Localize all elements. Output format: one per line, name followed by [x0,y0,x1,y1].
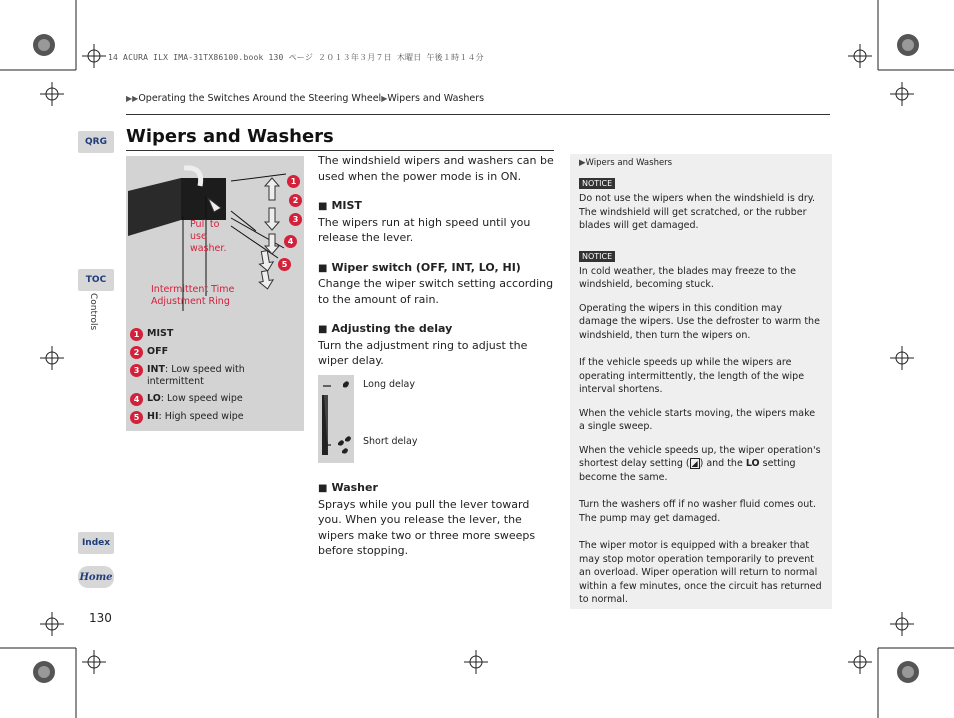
note-paragraph: In cold weather, the blades may freeze to the windshield, becoming stuck. [579,265,796,290]
legend-item [130,364,300,388]
page-number: 130 [89,611,112,625]
title-rule [126,150,554,151]
note-paragraph: When the vehicle starts moving, the wipers make a single sweep. [579,407,816,432]
washer-section [318,480,554,559]
pull-washer-label: Pull to use washer. [190,219,227,254]
legend-key: MIST [147,328,174,339]
figure-legend [130,328,300,429]
toc-button[interactable]: TOC [78,269,114,291]
callout-3: 3 [289,213,302,226]
home-button[interactable]: Home [78,566,114,588]
side-note-panel [570,154,832,609]
main-content [318,153,554,369]
breadcrumb-arrow-icon: ▶▶ [126,94,139,103]
delay-ring-graphic [318,375,354,463]
legend-desc: : Low speed wipe [160,393,243,404]
note-title: Wipers and Washers [585,158,673,168]
switch-text: Change the wiper switch setting according to the amount of rain. [318,277,554,306]
intro-text: The windshield wipers and washers can be used when the power mode is in ON. [318,154,554,183]
page-title: Wipers and Washers [126,126,334,147]
wiper-lever-figure [126,156,304,431]
delay-icon: ◢ [691,459,698,468]
note-paragraph: Do not use the wipers when the windshield is dry. The windshield will get scratched, or the rubber blades will get damaged. [579,193,816,231]
ring-label: Intermittent Time Adjustment Ring [151,284,235,307]
legend-number: 1 [130,328,143,341]
note-paragraph: Turn the washers off if no washer fluid comes out. The pump may get damaged. [579,499,816,524]
legend-key: OFF [147,346,169,357]
legend-number: 2 [130,346,143,359]
callout-4: 4 [284,235,297,248]
delay-text: Turn the adjustment ring to adjust the wiper delay. [318,338,528,367]
delay-wedge-icon [318,375,354,463]
note-paragraph: If the vehicle speeds up while the wipers are operating intermittently, the length of the wipe interval shortens. [579,357,805,395]
note-paragraph: Operating the wipers in this condition may damage the wipers. Use the defroster to warm the windshield, then turn the wipers on. [579,302,820,341]
print-job-line: 14 ACURA ILX IMA-31TX86100.book 130 ページ ２０１３年３月７日 木曜日 午後１時１４分 [108,53,484,62]
legend-number: 5 [130,411,143,424]
legend-key: HI [147,411,159,422]
notice-badge: NOTICE [579,178,615,189]
callout-2: 2 [289,194,302,207]
legend-desc: : Low speed with intermittent [147,364,245,387]
callout-5: 5 [278,258,291,271]
legend-number: 3 [130,364,143,377]
legend-item [130,346,300,359]
header-rule [126,114,830,115]
switch-heading: ■ Wiper switch (OFF, INT, LO, HI) [318,260,554,277]
legend-key: LO [147,393,161,404]
legend-number: 4 [130,393,143,406]
legend-item [130,328,300,341]
legend-item [130,411,300,424]
note-arrow-icon: ▶ [579,158,586,168]
section-tab-controls[interactable]: Controls [88,293,98,331]
note-paragraph: When the vehicle speeds up, the wiper operation's shortest delay setting ( ◢ ) and the LO setting become the same. [579,444,821,483]
breadcrumb [126,93,484,104]
index-button[interactable]: Index [78,532,114,554]
callout-1: 1 [287,175,300,188]
qrg-button[interactable]: QRG [78,131,114,153]
legend-key: INT [147,364,165,375]
legend-desc: : High speed wipe [158,411,244,422]
mist-text: The wipers run at high speed until you release the lever. [318,215,531,244]
delay-heading: ■ Adjusting the delay [318,321,554,338]
breadcrumb-current: Wipers and Washers [387,93,485,104]
note-heading [579,158,823,168]
breadcrumb-parent-link[interactable]: Operating the Switches Around the Steering Wheel [138,93,382,104]
washer-heading: ■ Washer [318,480,554,497]
long-delay-label: Long delay [363,379,415,390]
legend-item [130,393,300,406]
note-paragraph: The wiper motor is equipped with a breaker that may stop motor operation temporarily to prevent an overload. Wiper operation will return to normal within a few minutes, once the circuit has returned to normal. [579,540,822,605]
breadcrumb-arrow-icon: ▶ [381,94,388,103]
notice-badge: NOTICE [579,251,615,262]
washer-text: Sprays while you pull the lever toward you. When you release the lever, the wipers make two or three more sweeps before stopping. [318,497,536,557]
mist-heading: ■ MIST [318,198,554,215]
short-delay-label: Short delay [363,436,418,447]
